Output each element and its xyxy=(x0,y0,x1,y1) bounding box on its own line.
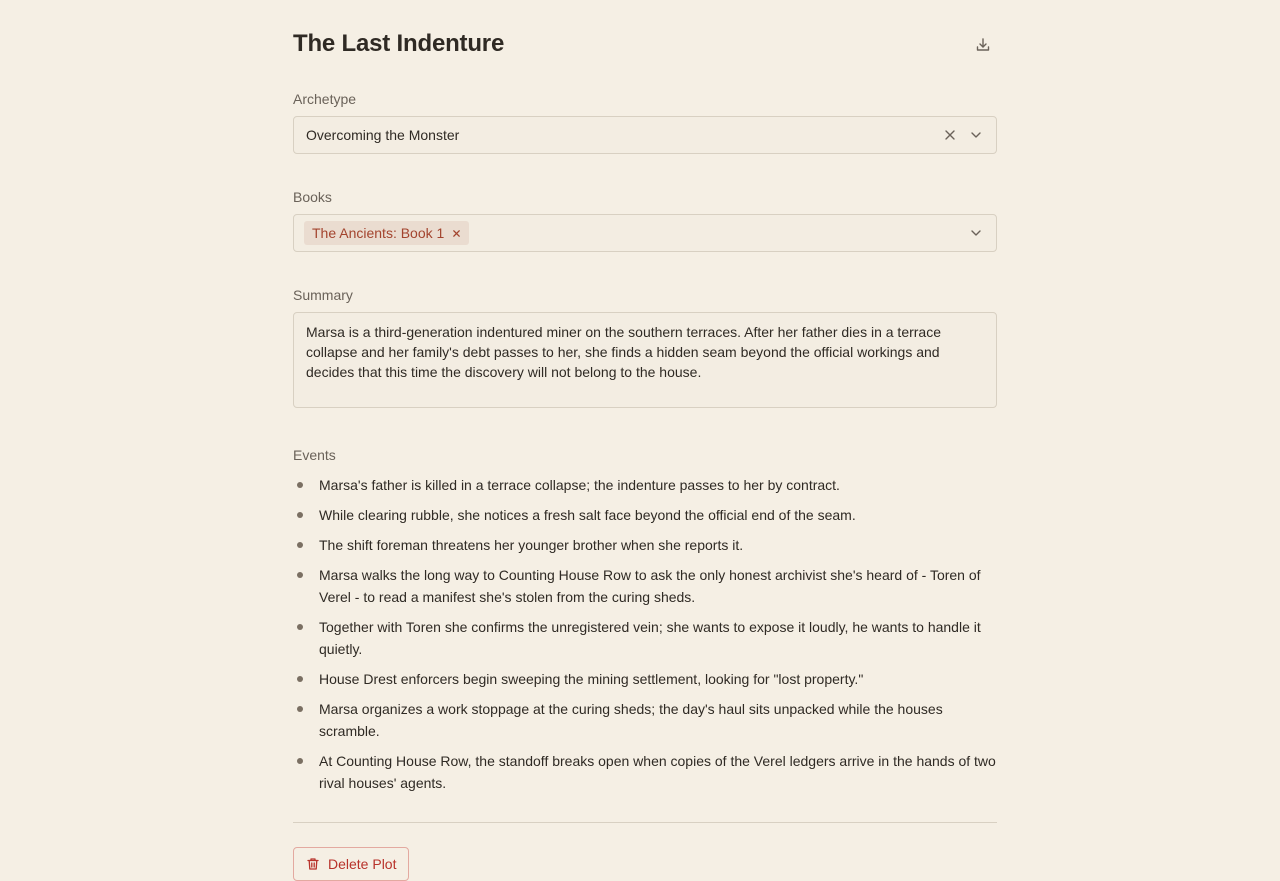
event-item[interactable] xyxy=(293,616,997,660)
close-icon xyxy=(452,229,461,238)
book-chip xyxy=(304,221,469,245)
delete-plot-label: Delete Plot xyxy=(328,856,397,872)
event-text: The shift foreman threatens her younger brother when she reports it. xyxy=(319,537,744,553)
bullet xyxy=(297,512,303,518)
summary-label: Summary xyxy=(293,287,353,303)
event-item[interactable] xyxy=(293,564,997,608)
archetype-value: Overcoming the Monster xyxy=(306,127,460,143)
events-label: Events xyxy=(293,447,336,463)
event-text: Marsa's father is killed in a terrace collapse; the indenture passes to her by contract. xyxy=(319,477,840,493)
chevron-down-icon xyxy=(970,227,982,239)
book-chip-label: The Ancients: Book 1 xyxy=(312,225,445,241)
trash-icon xyxy=(306,857,320,871)
bullet xyxy=(297,758,303,764)
clear-archetype-button[interactable] xyxy=(942,127,958,143)
event-text: Together with Toren she confirms the unregistered vein; she wants to expose it loudly, he wants to handle it quietly. xyxy=(319,619,981,657)
books-dropdown-toggle[interactable] xyxy=(968,225,984,241)
close-icon xyxy=(944,129,956,141)
remove-book-button[interactable] xyxy=(452,229,461,238)
event-text: House Drest enforcers begin sweeping the mining settlement, looking for "lost property." xyxy=(319,671,864,687)
divider xyxy=(293,822,997,823)
summary-textarea[interactable] xyxy=(293,312,997,408)
event-item[interactable] xyxy=(293,504,997,526)
summary-field xyxy=(293,286,997,408)
chevron-down-icon xyxy=(970,129,982,141)
bullet xyxy=(297,624,303,630)
books-select[interactable] xyxy=(293,214,997,252)
archetype-field xyxy=(293,90,997,154)
event-item[interactable] xyxy=(293,474,997,496)
event-item[interactable] xyxy=(293,750,997,794)
event-text: At Counting House Row, the standoff breaks open when copies of the Verel ledgers arrive in the hands of two rival houses' agents. xyxy=(319,753,996,791)
event-item[interactable] xyxy=(293,668,997,690)
event-text: While clearing rubble, she notices a fresh salt face beyond the official end of the seam. xyxy=(319,507,856,523)
event-item[interactable] xyxy=(293,698,997,742)
books-field xyxy=(293,188,997,252)
event-item[interactable] xyxy=(293,534,997,556)
bullet xyxy=(297,706,303,712)
books-chips xyxy=(304,221,968,245)
bullet xyxy=(297,482,303,488)
event-text: Marsa organizes a work stoppage at the curing sheds; the day's haul sits unpacked while the houses scramble. xyxy=(319,701,943,739)
download-button[interactable] xyxy=(969,34,997,60)
page-title: The Last Indenture xyxy=(293,30,505,57)
bullet xyxy=(297,542,303,548)
archetype-label: Archetype xyxy=(293,91,357,107)
books-label: Books xyxy=(293,189,332,205)
bullet xyxy=(297,676,303,682)
archetype-dropdown-toggle[interactable] xyxy=(968,127,984,143)
archetype-select[interactable] xyxy=(293,116,997,154)
bullet xyxy=(297,572,303,578)
event-text: Marsa walks the long way to Counting House Row to ask the only honest archivist she's heard of - Toren of Verel - to read a manifest she's stolen from the curing sheds. xyxy=(319,567,981,605)
header xyxy=(293,0,997,90)
download-icon xyxy=(975,37,991,58)
events-list xyxy=(293,474,997,794)
plot-editor xyxy=(293,0,997,881)
